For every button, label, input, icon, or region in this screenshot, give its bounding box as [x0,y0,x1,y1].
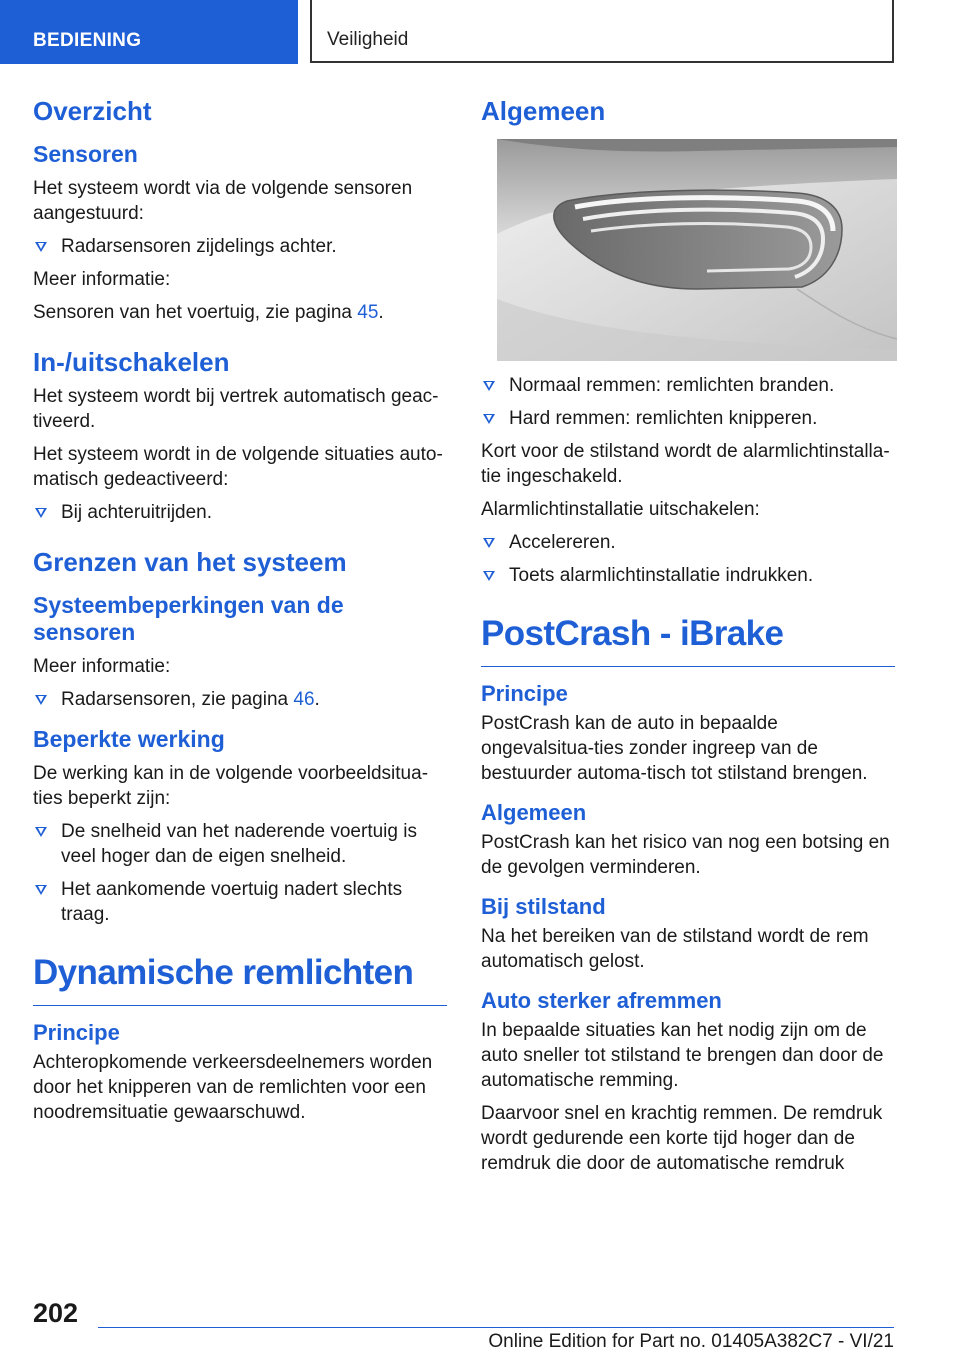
paragraph-text: Het systeem wordt bij vertrek automatisch geac-tiveerd. [33,386,439,432]
list-item-text: Het aankomende voertuig nadert slechts traag. [61,879,403,925]
paragraph [33,267,447,292]
list-item-text: Bij achteruitrijden. [61,502,213,523]
bullet-list [481,530,895,588]
paragraph-text: Alarmlichtinstallatie uitschakelen: [481,499,760,520]
rear-light-illustration [497,139,897,361]
list-item-text: Accelereren. [509,532,616,553]
triangle-bullet-icon [35,827,47,837]
left-column [33,96,447,1133]
paragraph-text: Het systeem wordt via de volgende sensoren aangestuurd: [33,178,413,224]
bullet-list [481,373,895,431]
bullet-list [33,819,447,927]
list-item-tail: . [314,689,320,710]
triangle-bullet-icon [35,885,47,895]
heading-principe: Principe [481,681,568,706]
page-link[interactable]: 45 [357,302,379,323]
bullet-list [33,500,447,525]
paragraph [481,830,895,880]
paragraph-text: In bepaalde situaties kan het nodig zijn om de auto sneller tot stilstand te brengen dan door de automatische remming. [481,1020,884,1091]
page-link[interactable]: 46 [293,689,315,710]
section-tab [0,0,298,64]
triangle-bullet-icon [35,242,47,252]
paragraph [481,1018,895,1093]
heading-in-uitschakelen: In-/uitschakelen [33,347,230,377]
paragraph-text: Daarvoor snel en krachtig remmen. De remdruk wordt gedurende een korte tijd hoger dan de remdruk die door de automatische remdruk [481,1103,883,1174]
edition-note: Online Edition for Part no. 01405A382C7 - VI/21 [488,1331,894,1352]
paragraph-text: Meer informatie: [33,269,171,290]
heading-systeembeperkingen-van-de-sensoren: Systeembeperkingen van de sensoren [33,592,344,645]
chapter-box [310,0,894,63]
list-item [33,687,447,712]
heading-dynamische-remlichten: Dynamische remlichten [33,953,447,1006]
paragraph [481,439,895,489]
paragraph-text: Achteropkomende verkeersdeelnemers worden door het knipperen van de remlichten voor een noodremsituatie gewaarschuwd. [33,1052,433,1123]
paragraph [33,384,447,434]
bullet-list [33,234,447,259]
list-item [481,563,895,588]
paragraph-text: Meer informatie: [33,656,171,677]
list-item [33,877,447,927]
heading-overzicht: Overzicht [33,96,152,126]
paragraph [481,711,895,786]
paragraph [33,442,447,492]
heading-auto-sterker-afremmen: Auto sterker afremmen [481,988,722,1013]
list-item [481,530,895,555]
paragraph-text: De werking kan in de volgende voorbeeldsitua-ties beperkt zijn: [33,763,429,809]
triangle-bullet-icon [35,508,47,518]
paragraph-text: Het systeem wordt in de volgende situaties auto-matisch gedeactiveerd: [33,444,443,490]
paragraph [481,497,895,522]
paragraph [33,1050,447,1125]
heading-sensoren: Sensoren [33,141,138,167]
list-item-text: De snelheid van het naderende voertuig is veel hoger dan de eigen snelheid. [61,821,417,867]
list-item-text: Toets alarmlichtinstallatie indrukken. [509,565,814,586]
chapter-title: Veiligheid [327,29,409,50]
triangle-bullet-icon [483,414,495,424]
paragraph-tail: . [378,302,384,323]
heading-algemeen: Algemeen [481,96,606,126]
section-title: BEDIENING [33,30,142,51]
paragraph [33,761,447,811]
paragraph [33,654,447,679]
triangle-bullet-icon [483,381,495,391]
heading-grenzen-van-het-systeem: Grenzen van het systeem [33,547,347,577]
paragraph-text: PostCrash kan de auto in bepaalde ongevalsitua-ties zonder ingreep van de bestuurder automa-tisch tot stilstand brengen. [481,713,868,784]
paragraph [481,1101,895,1176]
bullet-list [33,687,447,712]
right-column [481,96,895,1184]
list-item [481,406,895,431]
triangle-bullet-icon [483,538,495,548]
paragraph-text: Kort voor de stilstand wordt de alarmlichtinstalla-tie ingeschakeld. [481,441,890,487]
paragraph-text: PostCrash kan het risico van nog een botsing en de gevolgen verminderen. [481,832,890,878]
triangle-bullet-icon [483,571,495,581]
footer-rule [98,1327,894,1328]
list-item [481,373,895,398]
heading-postcrash-ibrake: PostCrash - iBrake [481,614,895,667]
heading-principe: Principe [33,1020,120,1045]
list-item-text: Hard remmen: remlichten knipperen. [509,408,818,429]
paragraph [33,300,447,325]
heading-bij-stilstand: Bij stilstand [481,894,606,919]
heading-beperkte-werking: Beperkte werking [33,726,225,752]
page-number: 202 [33,1298,79,1328]
list-item-text: Radarsensoren zijdelings achter. [61,236,337,257]
paragraph-text: Na het bereiken van de stilstand wordt de rem automatisch gelost. [481,926,869,972]
list-item [33,500,447,525]
list-item [33,819,447,869]
list-item-text: Radarsensoren, zie pagina [61,689,294,710]
list-item [33,234,447,259]
paragraph-text: Sensoren van het voertuig, zie pagina [33,302,358,323]
list-item-text: Normaal remmen: remlichten branden. [509,375,835,396]
heading-algemeen: Algemeen [481,800,587,825]
paragraph [481,924,895,974]
triangle-bullet-icon [35,695,47,705]
paragraph [33,176,447,226]
